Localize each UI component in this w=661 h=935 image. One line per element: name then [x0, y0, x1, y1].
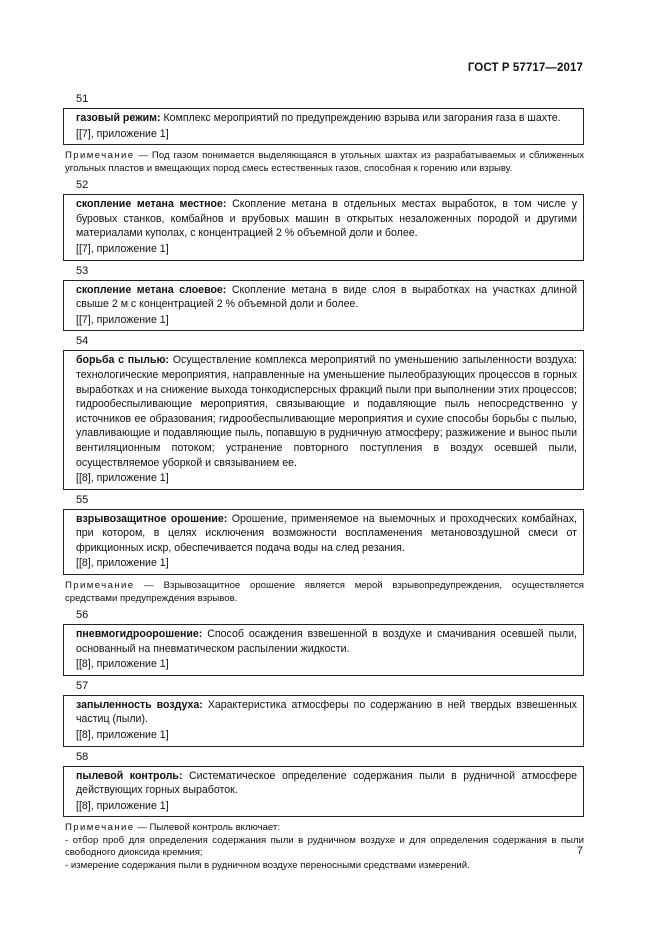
entry-number: 54: [76, 335, 89, 348]
term-definition: Скопление метана в виде слоя в выработках на участках длиной свыше 2 м с концентрацией 2 % объемной доли и более.: [76, 283, 577, 311]
definition-text: [76, 512, 577, 556]
source-reference: [[7], приложение 1]: [76, 242, 169, 255]
definition-text: [76, 353, 577, 470]
term-name: скопление метана местное:: [76, 198, 227, 211]
term-name: газовый режим:: [76, 112, 161, 124]
definition-text: [76, 698, 577, 727]
source-reference: [[8], приложение 1]: [76, 472, 169, 485]
definition-box: [63, 280, 584, 332]
definition-text: [76, 769, 577, 798]
term-entry: [63, 264, 584, 332]
definition-text: [76, 111, 577, 126]
term-definition: Скопление метана в отдельных местах выработок, в том числе у буровых станков, комбайнов и врубовых машин в открытых незаложенных породой и другими материалами куполах, с концентрацией 2 % объемной доли и более.: [76, 198, 577, 240]
source-reference: [[8], приложение 1]: [76, 799, 169, 812]
term-entry: [63, 608, 584, 676]
term-definition: Способ осаждения взвешенной в воздухе и смачивания осевшей пыли, основанный на пневматическом распылении жидкости.: [76, 628, 577, 655]
term-definition: Орошение, применяемое на выемочных и проходческих комбайнах, при котором, в целях исключения возможности воспламенения метановоздушной смеси от фрикционных искр, обеспечивается подача воды на след резания.: [76, 512, 577, 554]
term-entry: [63, 750, 584, 873]
definition-text: [76, 197, 577, 241]
terms-list: [63, 89, 584, 872]
definition-box: [63, 350, 584, 489]
source-reference: [[8], приложение 1]: [76, 729, 169, 742]
note-text: — Под газом понимается выделяющаяся в угольных шахтах из разрабатываемых и сближенных угольных пластов и вмещающих пород смесь естественных газов, способная к горению или взрыву.: [65, 150, 584, 174]
definition-box: [63, 624, 584, 676]
term-name: борьба с пылью:: [76, 354, 170, 367]
term-definition: Систематическое определение содержания пыли в рудничной атмосфере действующих горных выработок.: [76, 769, 577, 797]
term-name: запыленность воздуха:: [76, 698, 203, 711]
entry-number: 52: [76, 179, 89, 192]
term-definition: Характеристика атмосферы по содержанию в ней твердых взвешенных частиц (пыли).: [76, 698, 577, 726]
note-text: — Взрывозащитное орошение является мерой взрывопредупреждения, осуществляется средствами предупреждения взрывов.: [65, 580, 584, 604]
term-entry: [63, 334, 584, 489]
note-block: [63, 580, 584, 605]
definition-text: [76, 627, 577, 656]
term-entry: [63, 92, 584, 175]
definition-box: [63, 194, 584, 260]
page-number: 7: [576, 845, 583, 857]
term-definition: Осуществление комплекса мероприятий по уменьшению запыленности воздуха: технологические мероприятия, направленные на уменьшение пылеобразующих процессов в горных выработках и на снижение выхода тонкодисперсных фракций пыли при выполнении этих процессов; гидрообеспыливающие мероприятия, связывающие и подавляющие пыль непосредственно у источников ее образования; гидрообеспыливающие мероприятия и сухие способы борьбы с пылью, улавливающие и подавляющие пыль, попавшую в рудничную атмосферу; разжижение и вынос пыли вентиляционным потоком; устранение повторного поступления в воздух осевшей пыли, осуществляемое уборкой и связыванием ее.: [76, 354, 577, 469]
source-reference: [[8], приложение 1]: [76, 557, 169, 570]
note-line: [65, 822, 584, 835]
entry-number: 57: [76, 679, 89, 692]
entry-number: 53: [76, 264, 89, 277]
note-label: Примечание: [65, 822, 135, 834]
definition-text: [76, 283, 577, 312]
document-header: ГОСТ Р 57717—2017: [467, 62, 583, 74]
term-name: пневмогидроорошение:: [76, 628, 203, 641]
note-text: - измерение содержания пыли в рудничном воздухе переносными средствами измерений.: [65, 859, 470, 871]
definition-box: [63, 766, 584, 818]
note-line: [65, 580, 584, 605]
note-block: [63, 150, 584, 175]
definition-box: [63, 695, 584, 747]
source-reference: [[8], приложение 1]: [76, 658, 169, 671]
note-line: [65, 150, 584, 175]
term-name: скопление метана слоевое:: [76, 283, 227, 296]
entry-number: 55: [76, 493, 89, 506]
source-reference: [[7], приложение 1]: [76, 313, 169, 326]
note-block: [63, 822, 584, 872]
note-line: [65, 835, 584, 860]
term-entry: [63, 679, 584, 747]
source-reference: [[7], приложение 1]: [76, 127, 169, 140]
note-text: — Пылевой контроль включает:: [137, 822, 280, 834]
note-line: [65, 860, 584, 873]
note-label: Примечание: [65, 150, 135, 162]
entry-number: 58: [76, 750, 89, 763]
definition-box: [63, 509, 584, 575]
note-text: - отбор проб для определения содержания пыли в рудничном воздухе и для определения содержания в пыли свободного диоксида кремния;: [65, 834, 584, 859]
entry-number: 56: [76, 609, 89, 622]
term-entry: [63, 178, 584, 260]
definition-box: [63, 108, 584, 145]
term-name: пылевой контроль:: [76, 769, 183, 782]
entry-number: 51: [76, 93, 89, 105]
term-definition: Комплекс мероприятий по предупреждению взрыва или загорания газа в шахте.: [163, 112, 561, 124]
term-entry: [63, 493, 584, 605]
note-label: Примечание: [65, 580, 135, 592]
term-name: взрывозащитное орошение:: [76, 512, 228, 525]
